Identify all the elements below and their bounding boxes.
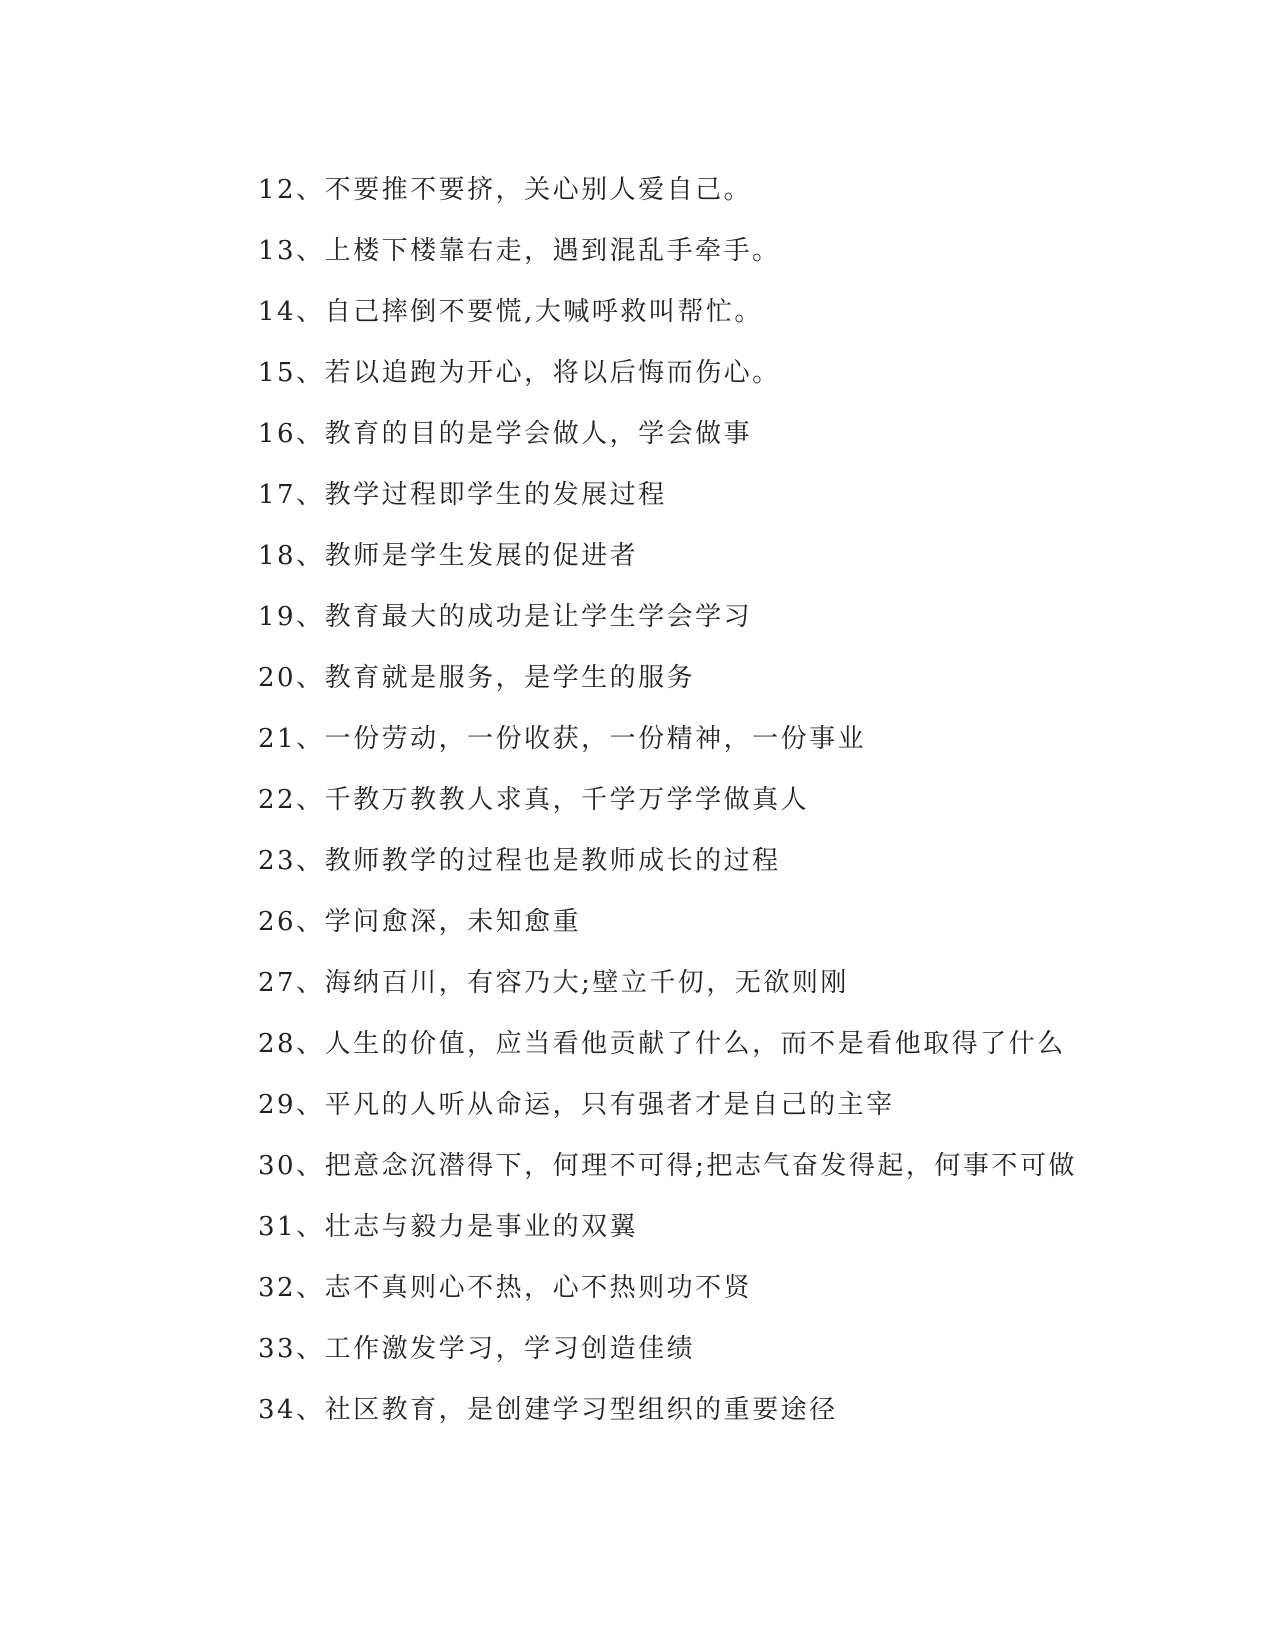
quote-line-20: 20、教育就是服务，是学生的服务 — [258, 663, 696, 693]
quote-line-18: 18、教师是学生发展的促进者 — [258, 541, 639, 571]
quote-line-17: 17、教学过程即学生的发展过程 — [258, 480, 667, 510]
quote-line-12: 12、不要推不要挤，关心别人爱自己。 — [258, 175, 753, 205]
quote-line-30: 30、把意念沉潜得下，何理不可得;把志气奋发得起，何事不可做 — [258, 1151, 1077, 1181]
quote-line-29: 29、平凡的人听从命运，只有强者才是自己的主宰 — [258, 1090, 895, 1120]
quote-line-26: 26、学问愈深，未知愈重 — [258, 907, 582, 937]
quote-line-21: 21、一份劳动，一份收获，一份精神，一份事业 — [258, 724, 867, 754]
quote-list — [258, 160, 1218, 1441]
quote-line-27: 27、海纳百川，有容乃大;壁立千仞，无欲则刚 — [258, 968, 849, 998]
quote-line-22: 22、千教万教教人求真，千学万学学做真人 — [258, 785, 810, 815]
quote-line-34: 34、社区教育，是创建学习型组织的重要途径 — [258, 1395, 838, 1425]
quote-line-15: 15、若以追跑为开心，将以后悔而伤心。 — [258, 358, 781, 388]
quote-line-14: 14、自己摔倒不要慌,大喊呼救叫帮忙。 — [258, 297, 763, 327]
quote-line-31: 31、壮志与毅力是事业的双翼 — [258, 1212, 639, 1242]
quote-line-23: 23、教师教学的过程也是教师成长的过程 — [258, 846, 781, 876]
quote-line-13: 13、上楼下楼靠右走，遇到混乱手牵手。 — [258, 236, 781, 266]
quote-line-33: 33、工作激发学习，学习创造佳绩 — [258, 1334, 696, 1364]
quote-line-28: 28、人生的价值，应当看他贡献了什么，而不是看他取得了什么 — [258, 1029, 1066, 1059]
quote-line-32: 32、志不真则心不热，心不热则功不贤 — [258, 1273, 753, 1303]
quote-line-19: 19、教育最大的成功是让学生学会学习 — [258, 602, 753, 632]
quote-line-16: 16、教育的目的是学会做人，学会做事 — [258, 419, 753, 449]
